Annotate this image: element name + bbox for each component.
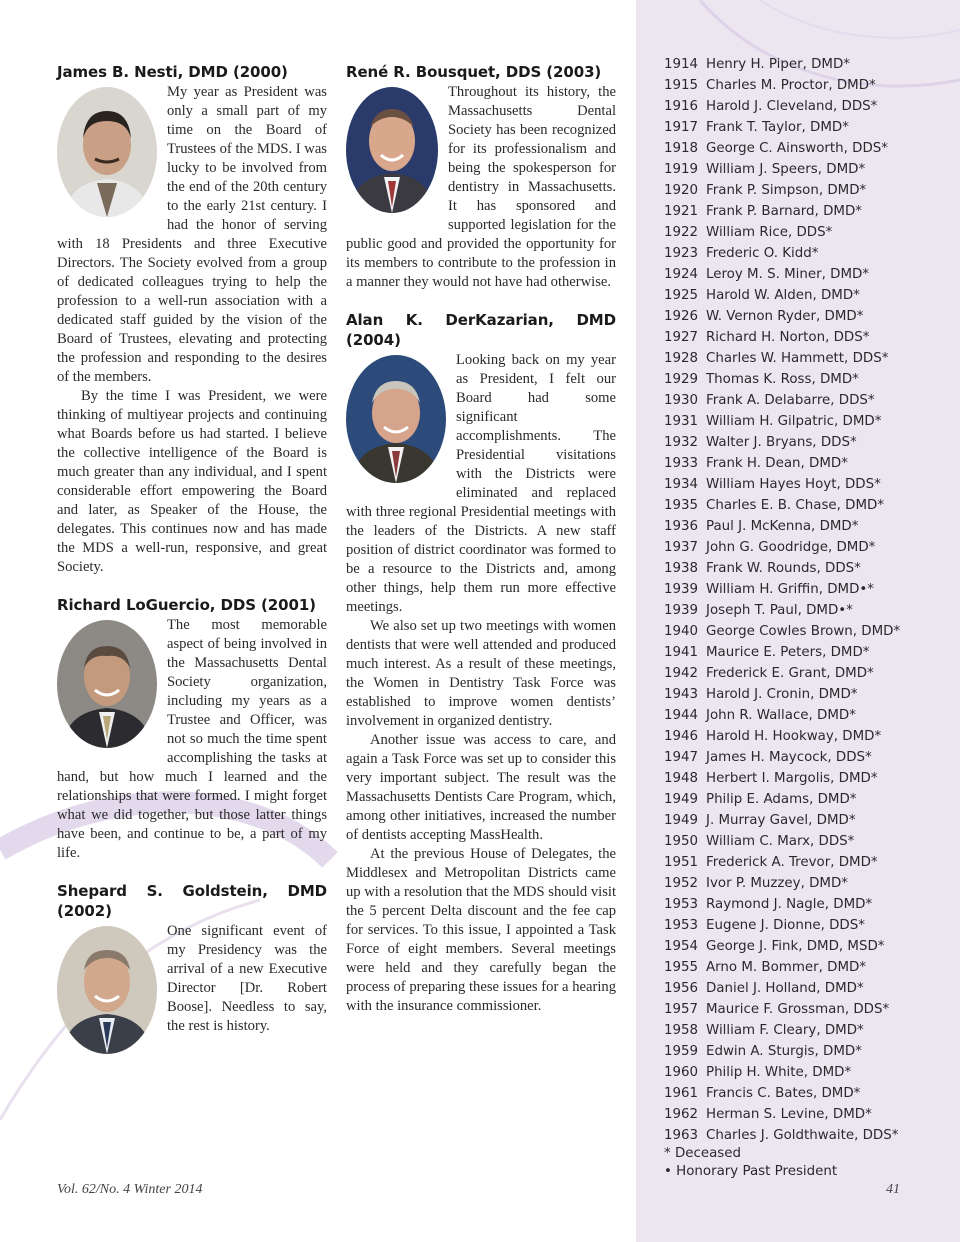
president-year: 1921	[664, 204, 699, 219]
president-name: Henry H. Piper, DMD*	[706, 57, 850, 72]
president-item	[664, 453, 900, 474]
president-item	[664, 138, 900, 159]
president-name: Arno M. Bommer, DMD*	[706, 960, 867, 975]
president-item	[664, 96, 900, 117]
president-year: 1922	[664, 225, 699, 240]
president-item	[664, 285, 900, 306]
president-name: William H. Gilpatric, DMD*	[706, 414, 882, 429]
president-year: 1929	[664, 372, 699, 387]
president-item	[664, 831, 900, 852]
entry-paragraph: We also set up two meetings with women dentists that were well attended and produced much interest. As a result of these meetings, the Women in Dentistry Task Force was established to improve women dentists’ involvement in organized dentistry.	[346, 618, 616, 729]
president-name: W. Vernon Ryder, DMD*	[706, 309, 864, 324]
president-item	[664, 516, 900, 537]
president-item	[664, 894, 900, 915]
president-name: William H. Griffin, DMD•*	[706, 582, 874, 597]
president-item	[664, 621, 900, 642]
president-name: George C. Ainsworth, DDS*	[706, 141, 888, 156]
president-year: 1951	[664, 855, 699, 870]
president-year: 1942	[664, 666, 699, 681]
entry-paragraph: At the previous House of Delegates, the Middlesex and Metropolitan Districts came up with a resolution that the MDS should visit the 5 percent Delta discount and the fee cap for services. To this issue, I appointed a Task Force of eight members. Several meetings were held and they carefully began the process of preparing these issues for a hearing with the insurance commissioner.	[346, 846, 616, 1014]
president-item	[664, 474, 900, 495]
president-item	[664, 432, 900, 453]
entry-goldstein	[57, 881, 327, 1036]
president-item	[664, 705, 900, 726]
president-year: 1948	[664, 771, 699, 786]
president-name: Richard H. Norton, DDS*	[706, 330, 870, 345]
president-name: Joseph T. Paul, DMD•*	[706, 603, 853, 618]
president-name: Herbert I. Margolis, DMD*	[706, 771, 878, 786]
president-name: James H. Maycock, DDS*	[706, 750, 872, 765]
president-item	[664, 54, 900, 75]
president-item	[664, 726, 900, 747]
president-year: 1920	[664, 183, 699, 198]
president-name: William F. Cleary, DMD*	[706, 1023, 864, 1038]
president-year: 1938	[664, 561, 699, 576]
entry-title: René R. Bousquet, DDS (2003)	[346, 63, 602, 81]
entry-nesti	[57, 62, 327, 577]
president-year: 1915	[664, 78, 699, 93]
president-name: Frederic O. Kidd*	[706, 246, 819, 261]
president-year: 1926	[664, 309, 699, 324]
president-item	[664, 810, 900, 831]
president-name: Edwin A. Sturgis, DMD*	[706, 1044, 862, 1059]
president-item	[664, 579, 900, 600]
president-item	[664, 222, 900, 243]
president-year: 1952	[664, 876, 699, 891]
president-year: 1949	[664, 792, 699, 807]
president-year: 1917	[664, 120, 699, 135]
president-name: Charles J. Goldthwaite, DDS*	[706, 1128, 899, 1143]
president-name: Harold J. Cleveland, DDS*	[706, 99, 878, 114]
president-year: 1940	[664, 624, 699, 639]
president-year: 1944	[664, 708, 699, 723]
president-name: Harold H. Hookway, DMD*	[706, 729, 882, 744]
president-year: 1939	[664, 582, 699, 597]
president-name: John R. Wallace, DMD*	[706, 708, 856, 723]
president-name: Eugene J. Dionne, DDS*	[706, 918, 865, 933]
president-name: Paul J. McKenna, DMD*	[706, 519, 859, 534]
president-item	[664, 852, 900, 873]
president-name: Harold J. Cronin, DMD*	[706, 687, 858, 702]
president-item	[664, 915, 900, 936]
entry-paragraph: By the time I was President, we were thinking of multiyear projects and continuing what Boards before us had started. I believe the collective intelligence of the Board is much greater than any individual, and I spent considerable effort empowering the Board and later, as Speaker of the House, the delegates. This continues now and has made the MDS a well-run, responsive, and great Society.	[57, 388, 327, 575]
president-name: Frank P. Barnard, DMD*	[706, 204, 862, 219]
president-year: 1955	[664, 960, 699, 975]
president-item	[664, 684, 900, 705]
president-name: Charles E. B. Chase, DMD*	[706, 498, 885, 513]
president-name: Herman S. Levine, DMD*	[706, 1107, 872, 1122]
president-item	[664, 1020, 900, 1041]
entry-title: Shepard S. Goldstein, DMD (2002)	[57, 882, 327, 920]
president-year: 1934	[664, 477, 699, 492]
president-year: 1916	[664, 99, 699, 114]
president-year: 1931	[664, 414, 699, 429]
president-item	[664, 957, 900, 978]
president-year: 1932	[664, 435, 699, 450]
portrait-photo	[346, 355, 446, 483]
portrait-photo	[57, 926, 157, 1054]
president-year: 1935	[664, 498, 699, 513]
president-year: 1937	[664, 540, 699, 555]
president-name: Frank T. Taylor, DMD*	[706, 120, 849, 135]
entry-paragraph: One significant event of my Presidency was the arrival of a new Executive Director [Dr. Robert Boose]. Needless to say, the rest is history.	[167, 923, 327, 1034]
president-item	[664, 1041, 900, 1062]
president-item	[664, 1062, 900, 1083]
president-year: 1962	[664, 1107, 699, 1122]
president-name: Ivor P. Muzzey, DMD*	[706, 876, 848, 891]
president-year: 1928	[664, 351, 699, 366]
president-year: 1961	[664, 1086, 699, 1101]
president-year: 1953	[664, 918, 699, 933]
entry-paragraph: Another issue was access to care, and again a Task Force was set up to consider this very important subject. The result was the Massachusetts Dentists Care Program, which, among other initiatives, increased the number of dentists accepting MassHealth.	[346, 732, 616, 843]
president-year: 1960	[664, 1065, 699, 1080]
president-year: 1963	[664, 1128, 699, 1143]
entry-title: Richard LoGuercio, DDS (2001)	[57, 596, 316, 614]
president-year: 1956	[664, 981, 699, 996]
president-year: 1927	[664, 330, 699, 345]
entry-bousquet	[346, 62, 616, 292]
president-item	[664, 768, 900, 789]
entry-title: Alan K. DerKazarian, DMD (2004)	[346, 311, 616, 349]
president-year: 1941	[664, 645, 699, 660]
note-honorary: • Honorary Past President	[664, 1164, 838, 1179]
president-name: Raymond J. Nagle, DMD*	[706, 897, 873, 912]
president-name: Frank H. Dean, DMD*	[706, 456, 848, 471]
president-name: Leroy M. S. Miner, DMD*	[706, 267, 870, 282]
president-name: Walter J. Bryans, DDS*	[706, 435, 857, 450]
president-name: Frank W. Rounds, DDS*	[706, 561, 861, 576]
president-year: 1923	[664, 246, 699, 261]
president-item	[664, 789, 900, 810]
president-year: 1939	[664, 603, 699, 618]
president-item	[664, 369, 900, 390]
president-year: 1918	[664, 141, 699, 156]
president-item	[664, 495, 900, 516]
president-name: J. Murray Gavel, DMD*	[706, 813, 856, 828]
president-item	[664, 537, 900, 558]
note-deceased: * Deceased	[664, 1146, 742, 1161]
president-item	[664, 390, 900, 411]
president-item	[664, 1083, 900, 1104]
president-item	[664, 306, 900, 327]
president-name: Charles M. Proctor, DMD*	[706, 78, 876, 93]
portrait-photo	[57, 87, 157, 217]
president-item	[664, 327, 900, 348]
president-year: 1943	[664, 687, 699, 702]
president-name: Charles W. Hammett, DDS*	[706, 351, 889, 366]
president-year: 1958	[664, 1023, 699, 1038]
president-name: Frederick A. Trevor, DMD*	[706, 855, 878, 870]
president-item	[664, 264, 900, 285]
president-year: 1919	[664, 162, 699, 177]
president-item	[664, 642, 900, 663]
president-name: Maurice F. Grossman, DDS*	[706, 1002, 890, 1017]
president-name: Harold W. Alden, DMD*	[706, 288, 860, 303]
entry-derkazarian	[346, 310, 616, 1016]
president-item	[664, 180, 900, 201]
president-item	[664, 978, 900, 999]
president-item	[664, 936, 900, 957]
president-name: William J. Speers, DMD*	[706, 162, 866, 177]
president-name: Daniel J. Holland, DMD*	[706, 981, 864, 996]
president-item	[664, 663, 900, 684]
president-item	[664, 1125, 900, 1146]
president-item	[664, 600, 900, 621]
president-name: William C. Marx, DDS*	[706, 834, 855, 849]
president-item	[664, 873, 900, 894]
president-year: 1953	[664, 897, 699, 912]
entry-paragraph: The most memorable aspect of being involved in the Massachusetts Dental Society organization, including my years as a Trustee and Officer, was not so much the time spent accomplishing the tasks at hand, but how much I learned and the relationships that were formed. I might forget what we did together, but those latter things have been, and continue to be, a part of my life.	[57, 617, 327, 861]
entry-title: James B. Nesti, DMD (2000)	[57, 63, 288, 81]
president-name: John G. Goodridge, DMD*	[706, 540, 876, 555]
footer-issue: Vol. 62/No. 4 Winter 2014	[57, 1182, 203, 1197]
president-name: George Cowles Brown, DMD*	[706, 624, 901, 639]
president-item	[664, 159, 900, 180]
president-name: Frederick E. Grant, DMD*	[706, 666, 874, 681]
president-year: 1914	[664, 57, 699, 72]
president-name: William Rice, DDS*	[706, 225, 833, 240]
president-name: Frank A. Delabarre, DDS*	[706, 393, 875, 408]
president-item	[664, 558, 900, 579]
president-name: Philip H. White, DMD*	[706, 1065, 852, 1080]
president-year: 1954	[664, 939, 699, 954]
past-presidents-list	[664, 54, 900, 1146]
president-year: 1925	[664, 288, 699, 303]
president-item	[664, 243, 900, 264]
president-year: 1947	[664, 750, 699, 765]
president-item	[664, 117, 900, 138]
president-name: Francis C. Bates, DMD*	[706, 1086, 861, 1101]
president-name: George J. Fink, DMD, MSD*	[706, 939, 885, 954]
list-notes	[664, 1145, 837, 1181]
left-column	[57, 62, 327, 1060]
president-item	[664, 1104, 900, 1125]
entry-paragraph: Looking back on my year as President, I felt our Board had some significant accomplishments. The Presidential visitations with the Districts were eliminated and replaced with three regional Presidential meetings with the leaders of the Districts. A new staff position of district coordinator was formed to be a resource to the Districts and, among other things, help them run more effective meetings.	[346, 352, 616, 615]
president-year: 1936	[664, 519, 699, 534]
president-year: 1946	[664, 729, 699, 744]
president-name: Philip E. Adams, DMD*	[706, 792, 857, 807]
portrait-photo	[57, 620, 157, 748]
president-item	[664, 348, 900, 369]
president-name: Maurice E. Peters, DMD*	[706, 645, 870, 660]
president-name: Thomas K. Ross, DMD*	[706, 372, 859, 387]
president-item	[664, 411, 900, 432]
president-item	[664, 75, 900, 96]
president-year: 1930	[664, 393, 699, 408]
entry-loguercio	[57, 595, 327, 863]
portrait-photo	[346, 87, 438, 213]
president-year: 1924	[664, 267, 699, 282]
entry-paragraph: Throughout its history, the Massachusetts Dental Society has been recognized for its professionalism and being the spokesperson for dentistry in Massachusetts. It has sponsored and supported legislation for the public good and provided the opportunity for its members to contribute to the profession in a manner they would not have had otherwise.	[346, 84, 616, 290]
president-year: 1957	[664, 1002, 699, 1017]
president-item	[664, 201, 900, 222]
entry-paragraph: My year as President was only a small part of my time on the Board of Trustees of the MDS. I was lucky to be involved from the end of the 20th century to the early 21st century. I had the honor of serving with 18 Presidents and three Executive Directors. The Society evolved from a group of dedicated colleagues trying to help the profession to a well-run association with a dedicated staff guided by the vision of the Board of Trustees, elevating and protecting the profession and responding to the desires of the members.	[57, 84, 327, 385]
president-item	[664, 747, 900, 768]
middle-column	[346, 62, 616, 1034]
president-name: Frank P. Simpson, DMD*	[706, 183, 867, 198]
president-name: William Hayes Hoyt, DDS*	[706, 477, 881, 492]
president-item	[664, 999, 900, 1020]
footer-page-number: 41	[886, 1182, 900, 1197]
president-year: 1950	[664, 834, 699, 849]
president-year: 1933	[664, 456, 699, 471]
president-year: 1949	[664, 813, 699, 828]
president-year: 1959	[664, 1044, 699, 1059]
